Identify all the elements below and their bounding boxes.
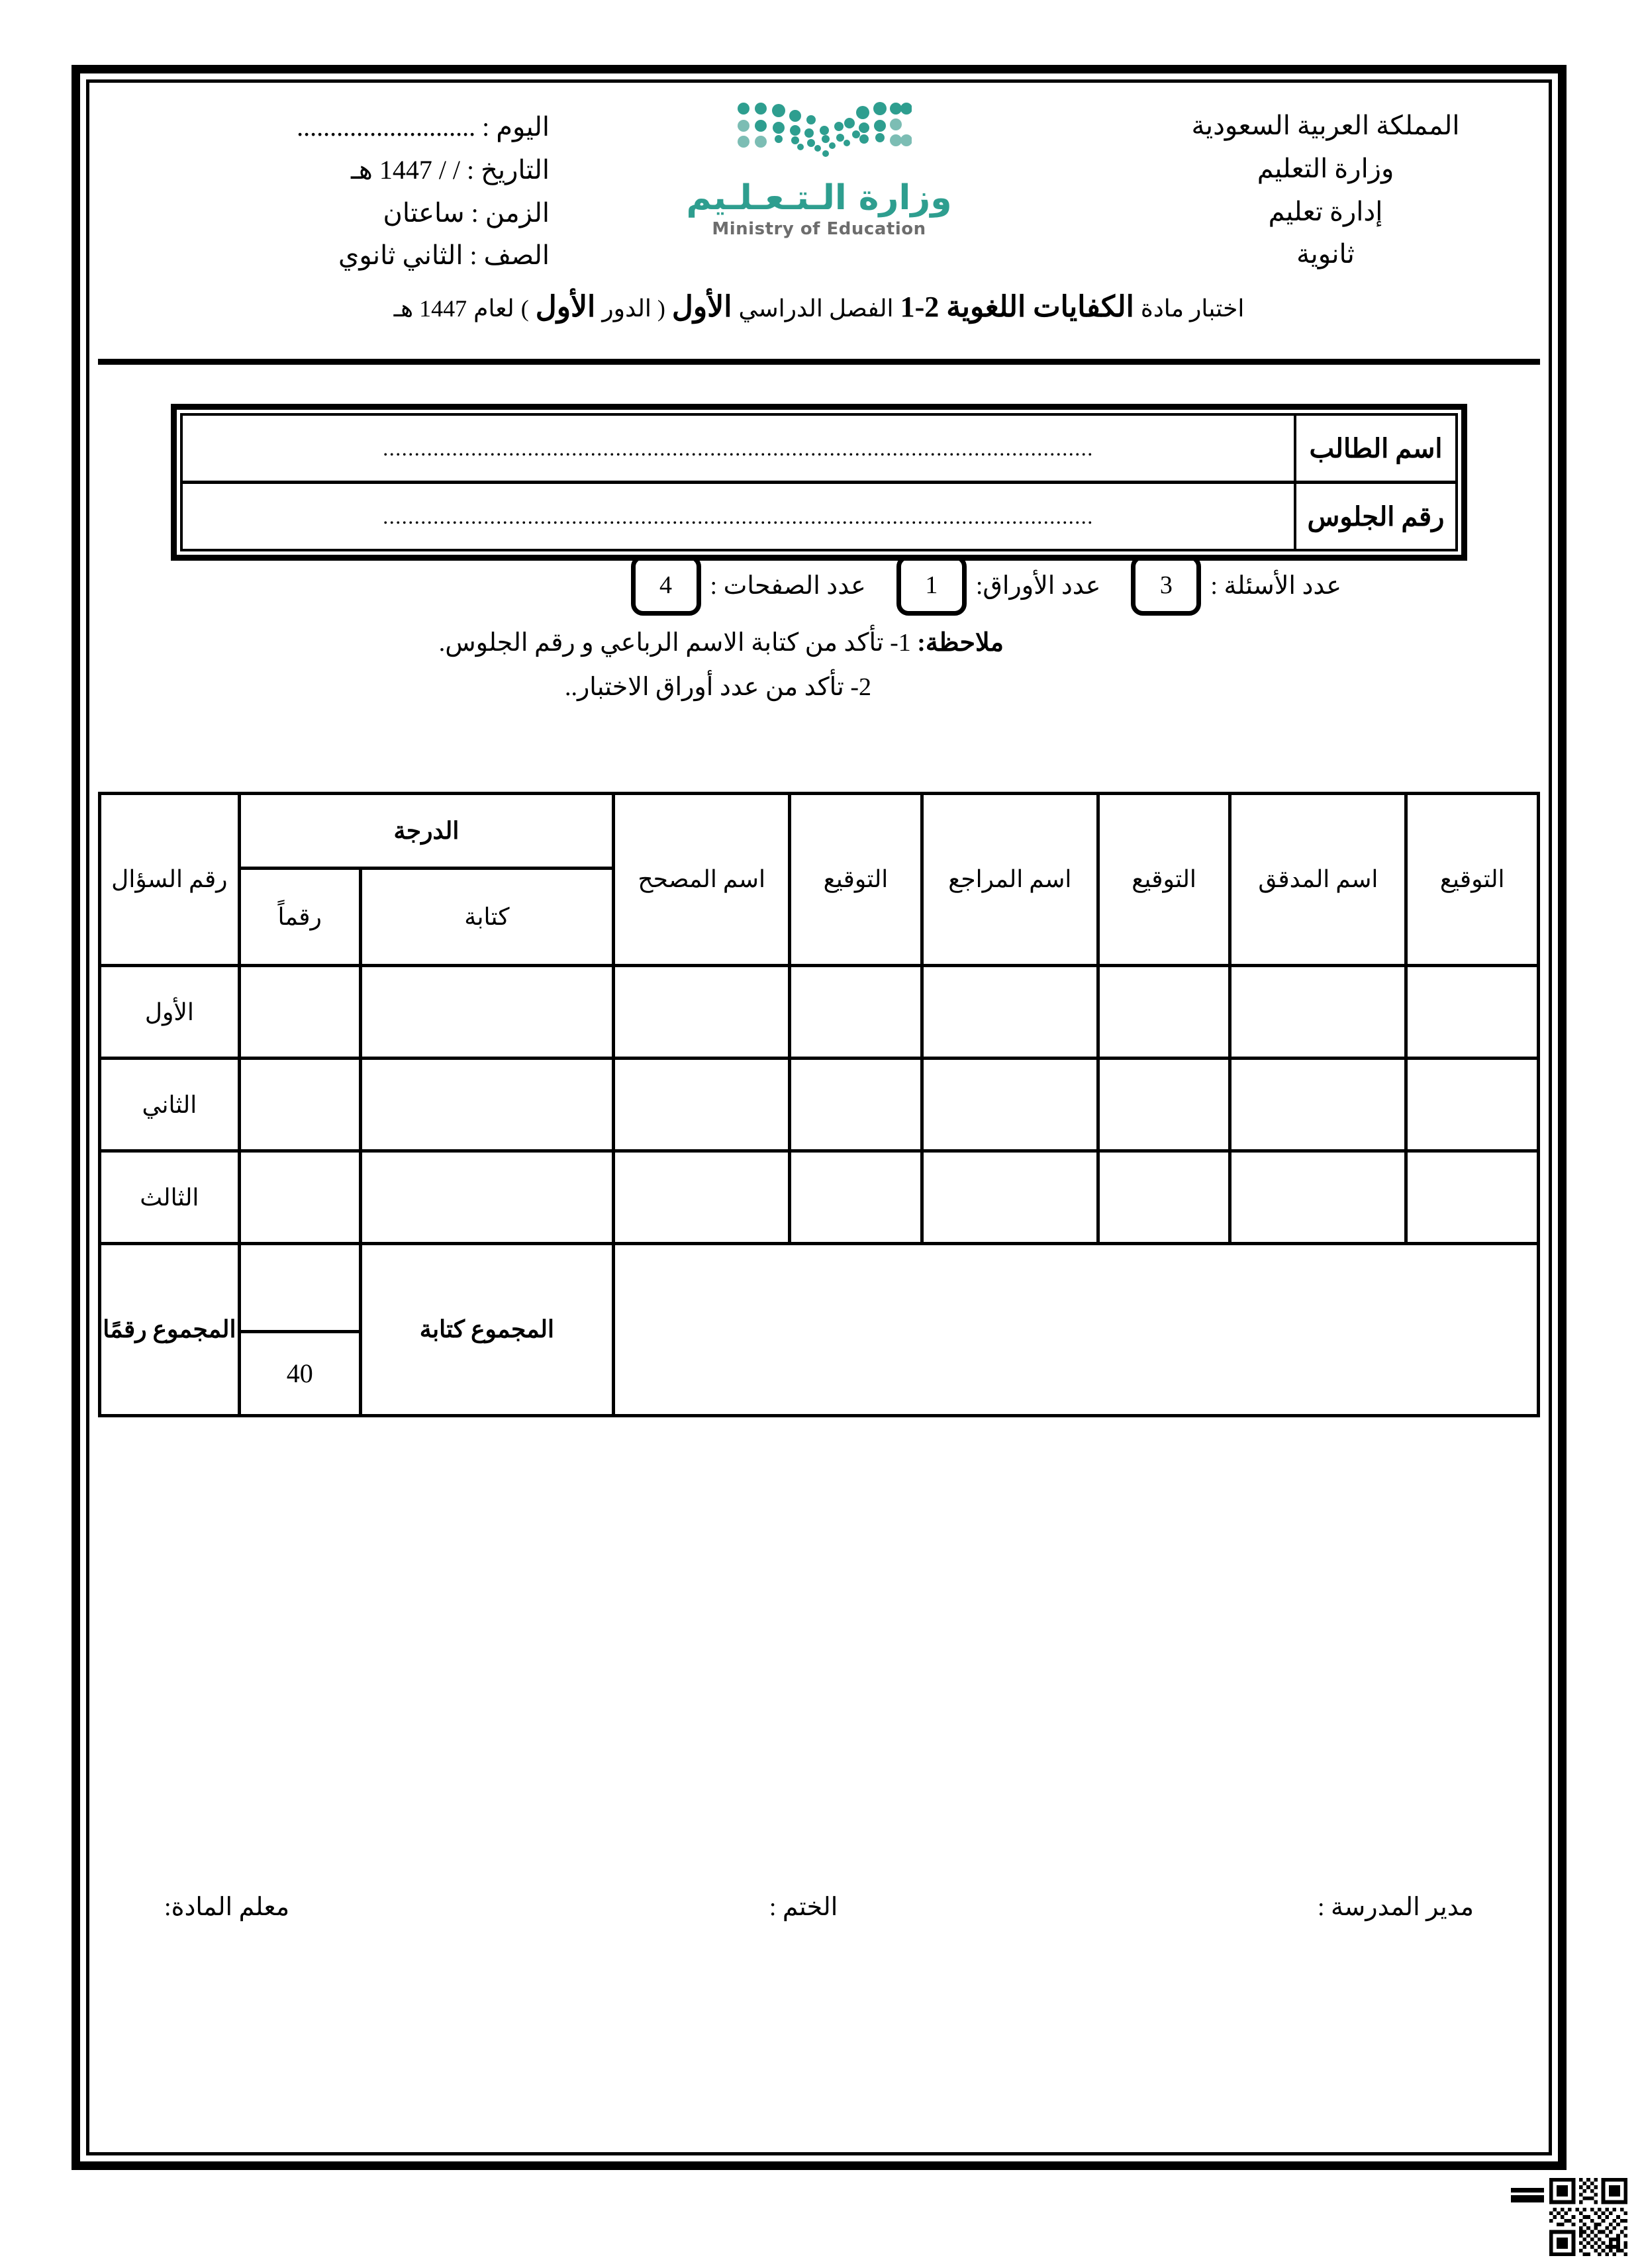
table-row [100,966,1539,1059]
exam-round-open: ( الدور [602,295,665,322]
teacher-signature-label: معلم المادة: [164,1893,290,1921]
cell-marker-name[interactable] [614,1151,790,1244]
note-2-text: 2- تأكد من عدد أوراق الاختبار.. [564,673,871,701]
pages-count-label: عدد الصفحات : [710,571,866,600]
exam-meta-block [113,106,569,277]
meta-date [113,149,569,192]
grades-total-row [100,1244,1539,1416]
meta-grade-label: الصف : [469,240,550,271]
cell-marker-sign[interactable] [790,1151,922,1244]
header-auditor-name: اسم المدقق [1230,794,1406,966]
header-reviewer-name: اسم المراجع [922,794,1098,966]
country-name: المملكة العربية السعودية [1191,111,1460,140]
questions-count-label: عدد الأسئلة : [1210,571,1341,600]
cell-grade-written[interactable] [360,966,613,1059]
meta-grade [113,234,569,277]
education-directorate: إدارة تعليم [1268,196,1383,226]
cell-reviewer-sign[interactable] [1098,1151,1230,1244]
cell-auditor-name[interactable] [1230,1151,1406,1244]
cell-grade-numeric[interactable] [239,1151,360,1244]
exam-subject: الكفايات اللغوية 2-1 [900,291,1134,323]
notes-block [98,621,1540,709]
exam-round-close: ) [520,295,529,322]
meta-duration-value: ساعتان [383,197,465,228]
qr-code-icon [1549,2178,1627,2256]
exam-round-value: الأول [535,291,596,323]
grades-table [98,792,1540,1417]
total-numeric-label: المجموع رقمًا [100,1244,240,1416]
note-1-text: 1- تأكد من كتابة الاسم الرباعي و رقم الجلوس. [438,629,911,657]
cell-grade-written[interactable] [360,1059,613,1151]
header-marker-name: اسم المصحح [614,794,790,966]
header-grade: الدرجة [239,794,613,869]
exam-cover-sheet [98,91,1540,2144]
cell-question-no: الثاني [100,1059,240,1151]
total-numeric-value: 40 [241,1330,359,1415]
header-auditor-sign: التوقيع [1406,794,1539,966]
questions-count [1131,555,1341,616]
meta-day-value: ........................... [297,112,476,142]
cell-reviewer-name[interactable] [922,1151,1098,1244]
cell-grade-numeric[interactable] [239,966,360,1059]
exam-year: 1447 هـ [393,295,467,322]
questions-count-value: 3 [1131,555,1201,616]
seat-number-label: رقم الجلوس [1294,484,1455,549]
note-item-2 [98,665,1540,710]
header-grade-written: كتابة [360,869,613,966]
cell-question-no: الأول [100,966,240,1059]
header-question-no: رقم السؤال [100,794,240,966]
signatures-footer [98,1892,1540,1922]
student-name-label: اسم الطالب [1294,416,1455,481]
student-name-row [183,416,1455,481]
student-name-input[interactable]: ................................................................................................................. [383,436,1094,460]
meta-grade-value: الثاني ثانوي [338,240,463,271]
seat-number-row [183,481,1455,549]
exam-counts-row [631,555,1341,616]
total-numeric-empty[interactable] [241,1245,359,1330]
grades-header-row-1 [100,794,1539,869]
header-marker-sign: التوقيع [790,794,922,966]
cell-marker-sign[interactable] [790,966,922,1059]
meta-date-label: التاريخ : [467,154,550,185]
cell-auditor-sign[interactable] [1406,1151,1539,1244]
page-header [98,91,1540,369]
cell-marker-name[interactable] [614,1059,790,1151]
cell-reviewer-name[interactable] [922,966,1098,1059]
logo-arabic-text: وزارة الـتـعـلـيم [686,178,952,218]
cell-marker-sign[interactable] [790,1059,922,1151]
papers-count [896,555,1101,616]
total-written-label: المجموع كتابة [360,1244,613,1416]
student-info-box [171,404,1467,561]
ministry-name: وزارة التعليم [1257,153,1394,183]
cell-reviewer-sign[interactable] [1098,966,1230,1059]
principal-signature-label: مدير المدرسة : [1317,1893,1474,1921]
pages-count [631,555,866,616]
exam-term: الأول [671,291,732,323]
header-grade-numeric: رقماً [239,869,360,966]
cell-auditor-sign[interactable] [1406,1059,1539,1151]
papers-count-value: 1 [896,555,967,616]
pages-count-value: 4 [631,555,701,616]
cell-auditor-name[interactable] [1230,966,1406,1059]
qr-side-bar-icon [1511,2188,1544,2202]
meta-duration-label: الزمن : [471,197,550,228]
cell-reviewer-name[interactable] [922,1059,1098,1151]
logo-english-text: Ministry of Education [712,218,926,239]
exam-year-prefix: لعام [473,295,514,322]
ministry-of-education-logo [680,98,958,239]
exam-title-line [98,290,1540,324]
seat-number-input[interactable]: ................................................................................................................. [383,504,1094,528]
meta-date-value: / / 1447 هـ [351,154,461,185]
ministry-identity-block [1114,105,1537,276]
saudi-map-dots-icon [726,98,912,176]
papers-count-label: عدد الأوراق: [975,571,1101,600]
meta-day [113,106,569,149]
table-row [100,1059,1539,1151]
meta-day-label: اليوم : [482,112,550,142]
meta-duration [113,192,569,235]
cell-question-no: الثالث [100,1151,240,1244]
table-row [100,1151,1539,1244]
header-reviewer-sign: التوقيع [1098,794,1230,966]
header-divider [98,359,1540,365]
cell-auditor-name[interactable] [1230,1059,1406,1151]
cell-auditor-sign[interactable] [1406,966,1539,1059]
total-empty-span [614,1244,1539,1416]
cell-marker-name[interactable] [614,966,790,1059]
total-numeric-cell [239,1244,360,1416]
cell-reviewer-sign[interactable] [1098,1059,1230,1151]
exam-term-prefix: الفصل الدراسي [738,295,894,322]
stamp-label: الختم : [769,1893,838,1921]
cell-grade-numeric[interactable] [239,1059,360,1151]
cell-grade-written[interactable] [360,1151,613,1244]
exam-title-prefix: اختبار مادة [1140,295,1245,322]
note-item-1 [98,621,1540,665]
school-type: ثانوية [1296,239,1355,269]
notes-label: ملاحظة: [917,629,1004,657]
qr-code [1549,2178,1627,2256]
